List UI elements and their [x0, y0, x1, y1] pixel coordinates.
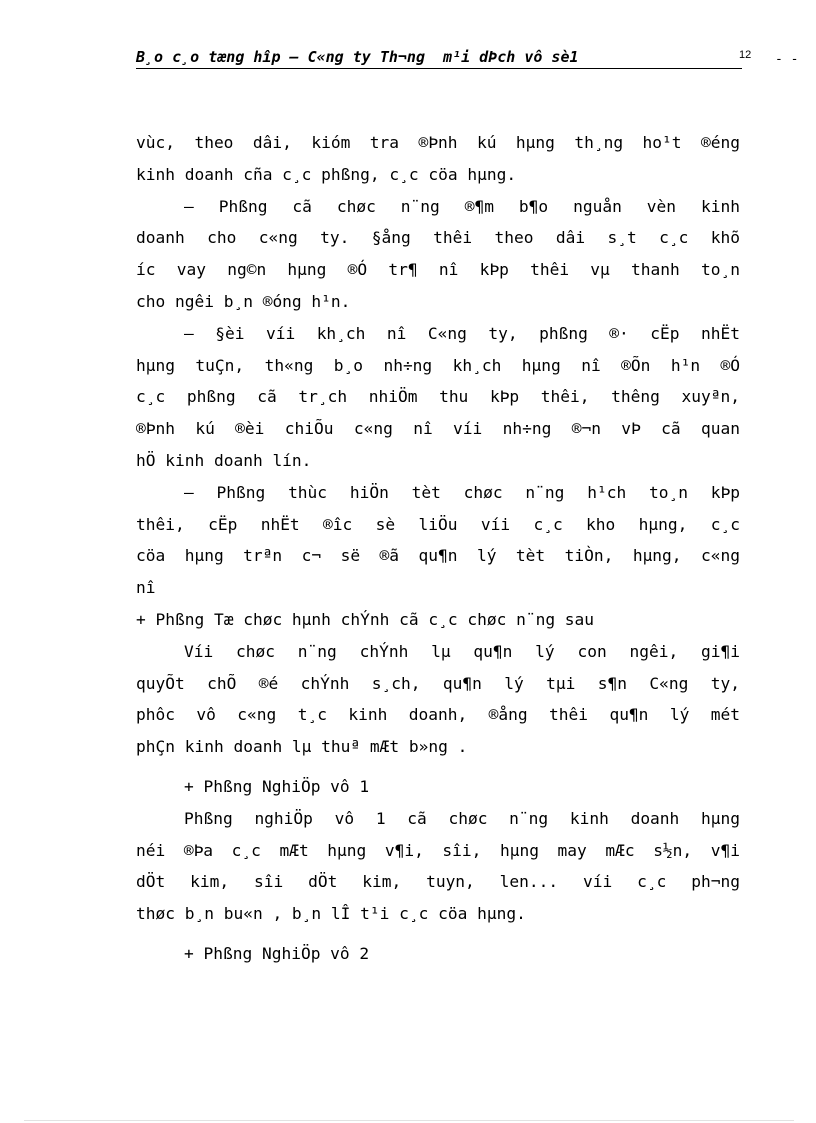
text-line: néi ®Þa c¸c mÆt hµng v¶i, sîi, hµng may mÆc s½n, v¶i	[136, 840, 740, 860]
header-title: B¸o c¸o tæng hîp – C«ng ty Th¬ng m¹i dÞch vô sè1	[136, 48, 579, 66]
header-dashes: - -	[775, 52, 799, 67]
text-line: thêi, cËp nhËt ®îc sè liÖu víi c¸c kho hµng, c¸c	[136, 514, 740, 534]
paragraph-gap	[136, 763, 740, 771]
text-line: hµng tuÇn, th«ng b¸o nh÷ng kh¸ch hµng nî ®Õn h¹n ®Ó	[136, 355, 740, 375]
text-line: cöa hµng trªn c¬ së ®ã qu¶n lý tèt tiÒn, hµng, c«ng	[136, 546, 740, 566]
section-heading: + Phßng NghiÖp vô 2	[184, 943, 370, 963]
text-line: – §èi víi kh¸ch nî C«ng ty, phßng ®· cËp nhËt	[184, 323, 740, 343]
text-line: ®Þnh kú ®èi chiÕu c«ng nî víi nh÷ng ®¬n vÞ cã quan	[136, 419, 740, 439]
paragraph-gap	[136, 930, 740, 938]
page-number: 12	[739, 49, 752, 61]
text-line: cho ngêi b¸n ®óng h¹n.	[136, 291, 351, 311]
text-line: doanh cho c«ng ty. §ång thêi theo dâi s¸t c¸c khõ	[136, 228, 740, 248]
text-line: quyÕt chÕ ®é chÝnh s¸ch, qu¶n lý tµi s¶n C«ng ty,	[136, 673, 740, 693]
text-line: – Phßng cã chøc n¨ng ®¶m b¶o nguån vèn kinh	[184, 196, 740, 216]
text-line: dÖt kim, sîi dÖt kim, tuyn, len... víi c¸c ph¬ng	[136, 872, 740, 892]
footer-rule	[24, 1120, 794, 1121]
text-line: c¸c phßng cã tr¸ch nhiÖm thu kÞp thêi, thêng xuyªn,	[136, 387, 740, 407]
text-line: íc vay ng©n hµng ®Ó tr¶ nî kÞp thêi vµ thanh to¸n	[136, 260, 740, 280]
text-line: Víi chøc n¨ng chÝnh lµ qu¶n lý con ngêi, gi¶i	[184, 641, 740, 661]
text-line: vùc, theo dâi, kióm tra ®Þnh kú hµng th¸ng ho¹t ®éng	[136, 133, 740, 152]
text-line: – Phßng thùc hiÖn tèt chøc n¨ng h¹ch to¸n kÞp	[184, 482, 740, 502]
text-line: nî	[136, 578, 156, 598]
page-header	[136, 48, 742, 69]
text-line: Phßng nghiÖp vô 1 cã chøc n¨ng kinh doanh hµng	[184, 808, 740, 828]
text-line: phôc vô c«ng t¸c kinh doanh, ®ång thêi qu¶n lý mét	[136, 705, 740, 725]
text-line: thøc b¸n bu«n , b¸n lÎ t¹i c¸c cöa hµng.	[136, 904, 526, 924]
section-heading: + Phßng NghiÖp vô 1	[184, 776, 370, 796]
text-line: phÇn kinh doanh lµ thuª mÆt b»ng .	[136, 737, 468, 757]
section-heading: + Phßng Tæ chøc hµnh chÝnh cã c¸c chøc n¨ng sau	[136, 609, 595, 629]
body-text	[136, 127, 740, 970]
text-line: hÖ kinh doanh lín.	[136, 450, 312, 470]
text-line: kinh doanh cña c¸c phßng, c¸c cöa hµng.	[136, 164, 517, 184]
